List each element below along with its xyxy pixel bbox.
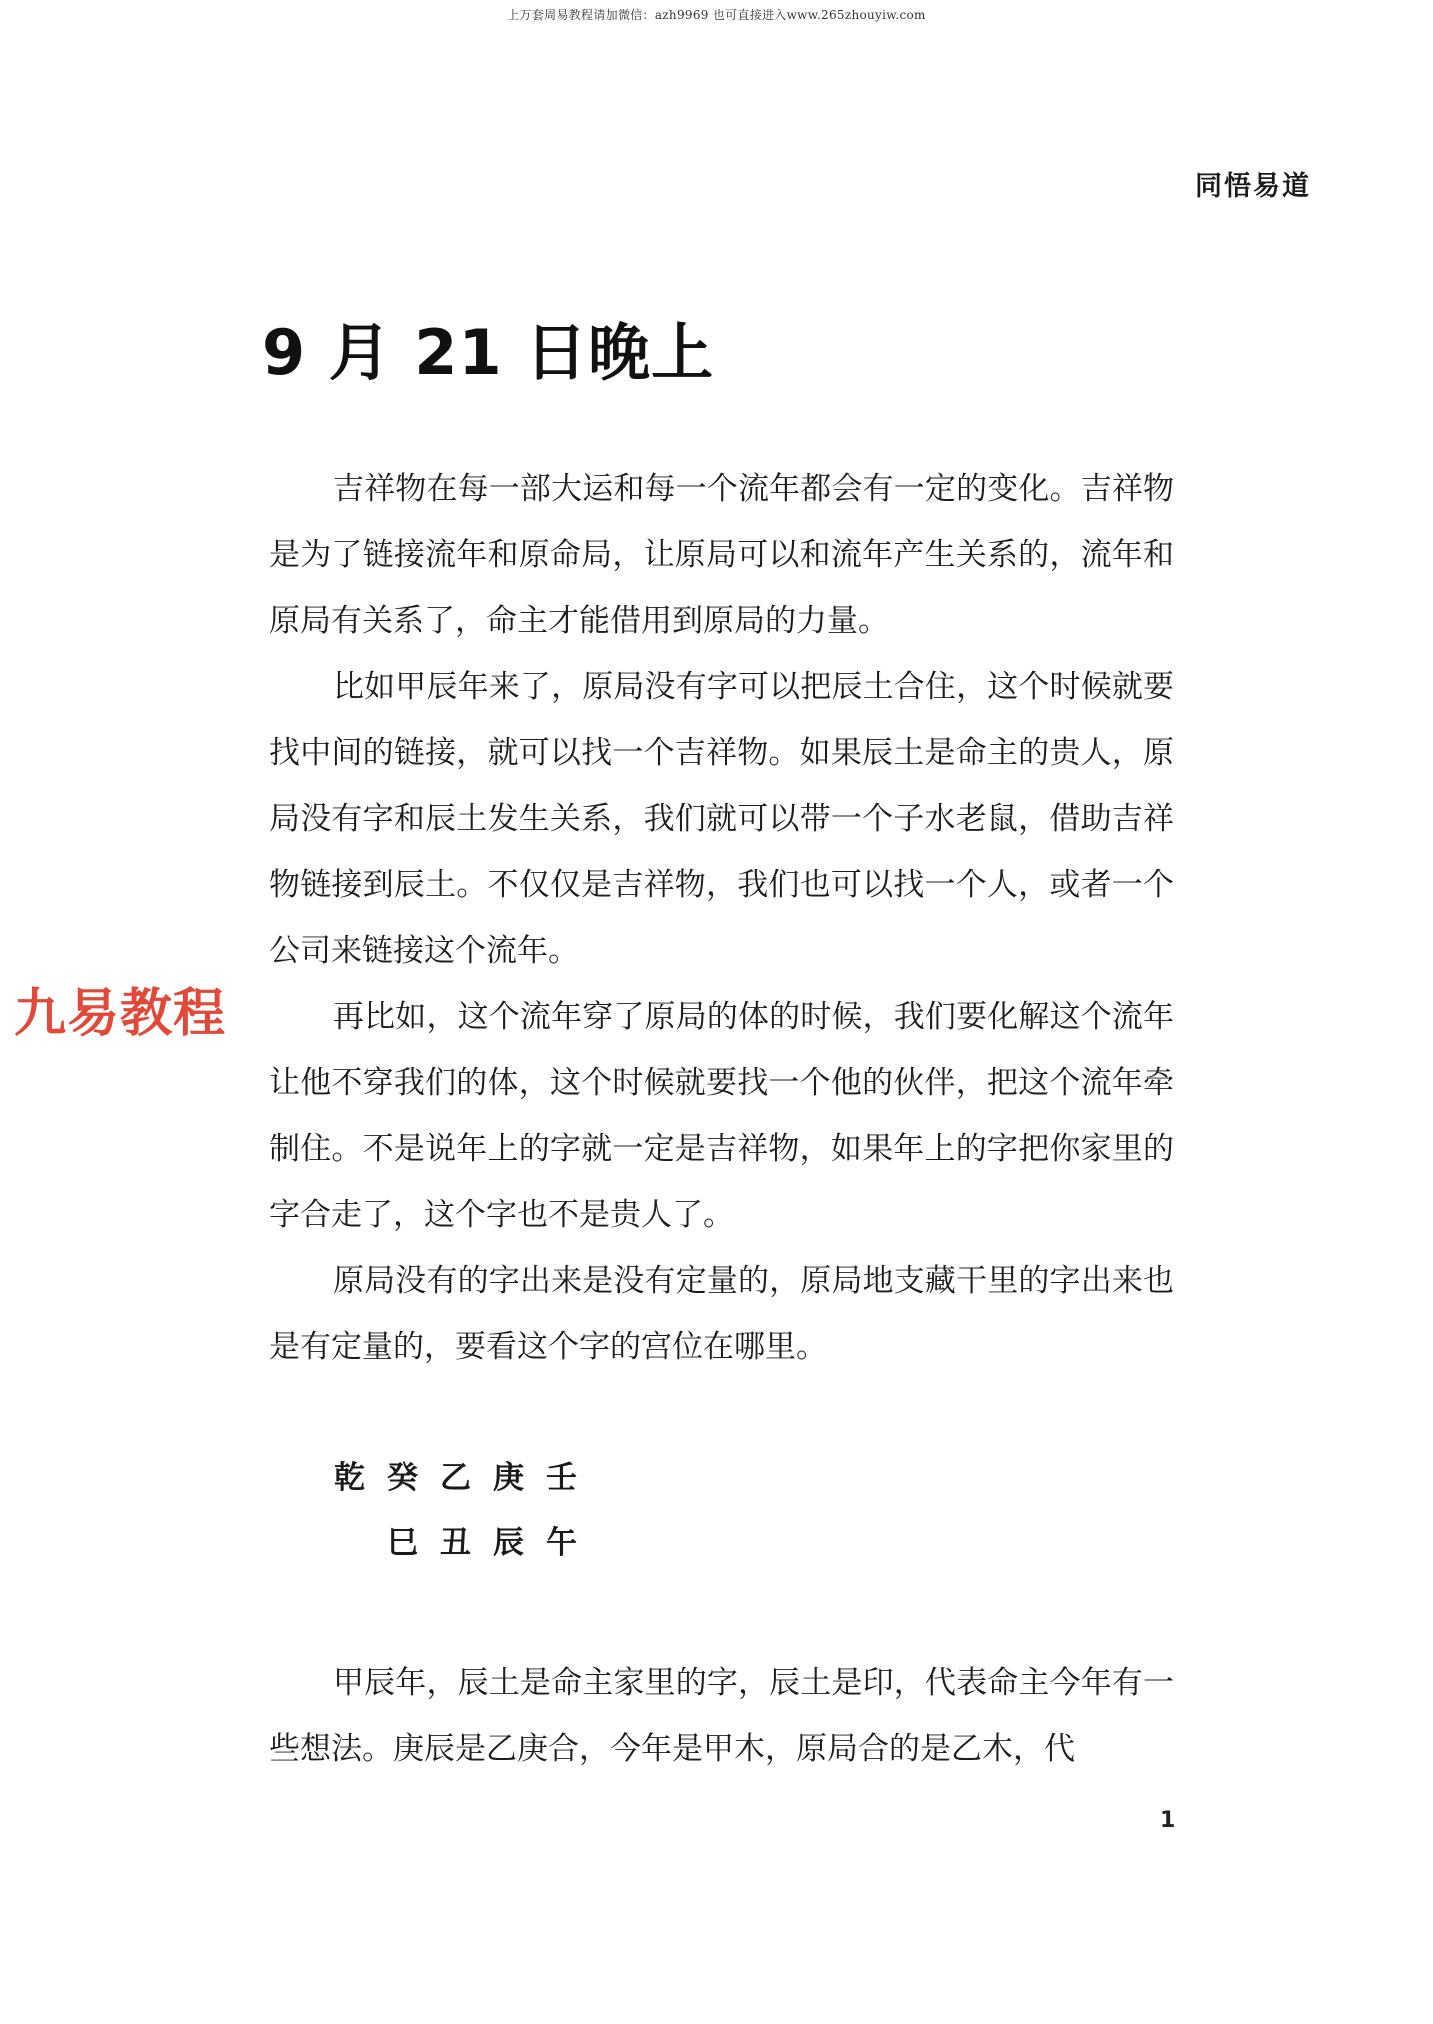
page-title: 9 月 21 日晚上 <box>262 316 715 389</box>
header-brand: 同悟易道 <box>1195 171 1311 202</box>
bazi-stem: 癸 <box>387 1460 418 1496</box>
bazi-stem: 庚 <box>493 1460 524 1496</box>
body-section-1 <box>269 456 1174 1380</box>
body-section-2 <box>269 1650 1174 1782</box>
paragraph: 吉祥物在每一部大运和每一个流年都会有一定的变化。吉祥物是为了链接流年和原命局，让原局可以和流年产生关系的，流年和原局有关系了，命主才能借用到原局的力量。 <box>269 471 1174 639</box>
bazi-branch: 丑 <box>440 1525 471 1561</box>
paragraph: 原局没有的字出来是没有定量的，原局地支藏干里的字出来也是有定量的，要看这个字的宫位在哪里。 <box>269 1263 1174 1365</box>
watermark-logo: 九易教程 <box>14 984 227 1044</box>
bazi-branches-row <box>387 1517 599 1562</box>
bazi-stem: 壬 <box>546 1460 577 1496</box>
bazi-branch: 午 <box>546 1525 577 1561</box>
paragraph: 再比如，这个流年穿了原局的体的时候，我们要化解这个流年让他不穿我们的体，这个时候就要找一个他的伙伴，把这个流年牵制住。不是说年上的字就一定是吉祥物，如果年上的字把你家里的字合走了，这个字也不是贵人了。 <box>269 999 1174 1233</box>
bazi-stems-row <box>334 1452 599 1497</box>
paragraph: 比如甲辰年来了，原局没有字可以把辰土合住，这个时候就要找中间的链接，就可以找一个吉祥物。如果辰土是命主的贵人，原局没有字和辰土发生关系，我们就可以带一个子水老鼠，借助吉祥物链接到辰土。不仅仅是吉祥物，我们也可以找一个人，或者一个公司来链接这个流年。 <box>269 669 1174 969</box>
page-number: 1 <box>1160 1808 1176 1833</box>
top-banner: 上万套周易教程请加微信：azh9969 也可直接进入www.265zhouyiw.com <box>507 8 926 22</box>
bazi-branch: 辰 <box>493 1525 524 1561</box>
bazi-gender-label: 乾 <box>334 1460 365 1496</box>
paragraph: 甲辰年，辰土是命主家里的字，辰土是印，代表命主今年有一些想法。庚辰是乙庚合，今年是甲木，原局合的是乙木，代 <box>269 1665 1174 1767</box>
bazi-stem: 乙 <box>440 1460 471 1496</box>
bazi-branch: 巳 <box>387 1525 418 1561</box>
